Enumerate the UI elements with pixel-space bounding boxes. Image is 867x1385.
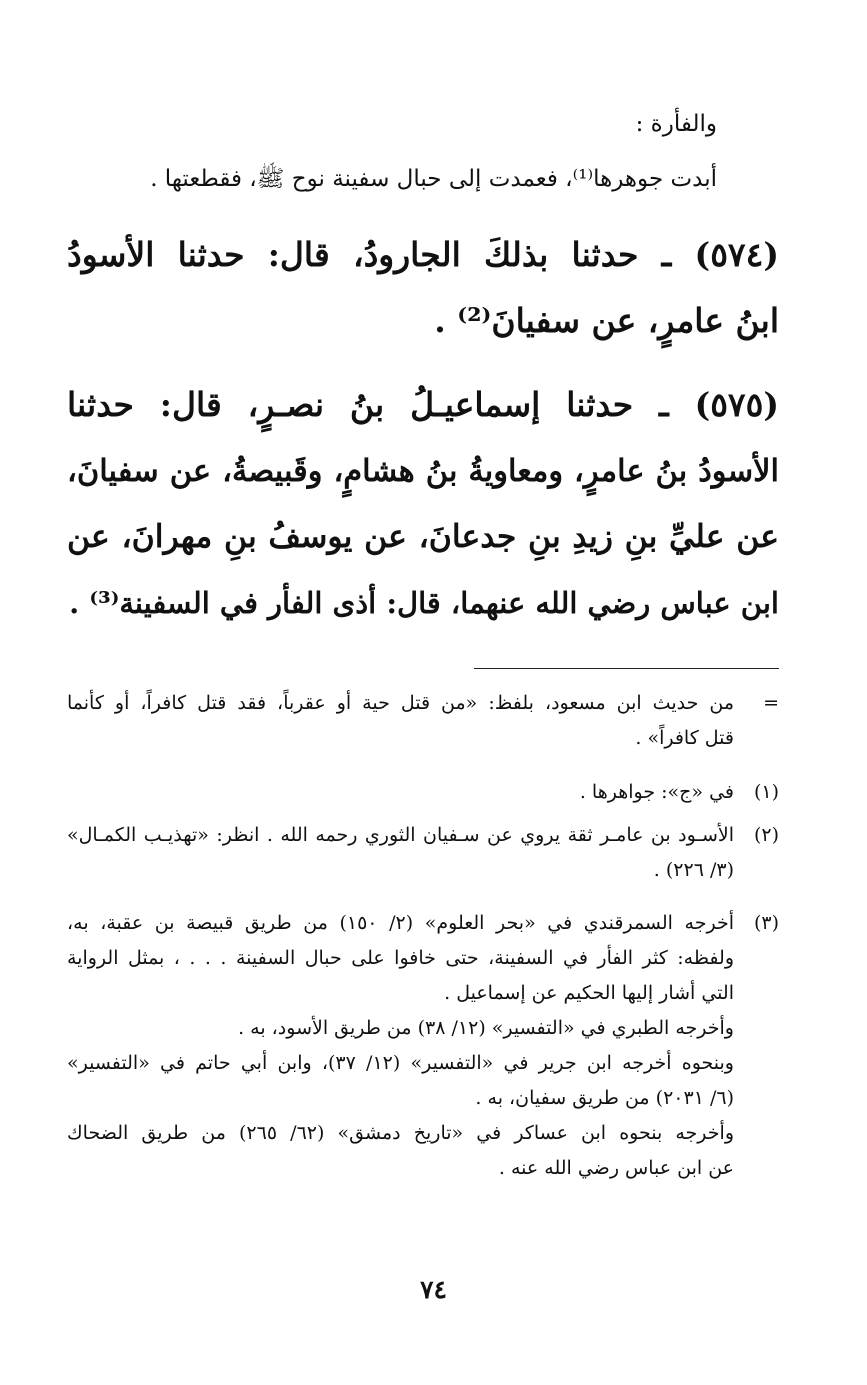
- hadith-574-line-2: ابنُ عامرٍ، عن سفيانَ⁽²⁾ .: [434, 301, 779, 340]
- top-label: والفأرة :: [635, 111, 717, 137]
- footnote-line: الأسـود بن عامـر ثقة يروي عن سـفيان الثوري رحمه الله . انظر: «تهذيـب الكمـال»: [67, 824, 734, 846]
- footnote-continuation: [67, 686, 779, 756]
- footnote-line: ولفظه: كثر الفأر في السفينة، حتى خافوا على حبال السفينة . . . ، بمثل الرواية: [67, 947, 734, 969]
- footnote-line: في «ج»: جواهرها .: [579, 781, 734, 803]
- hadith-574-line-1: (٥٧٤) ـ حدثنا بذلكَ الجارودُ، قال: حدثنا الأسودُ: [67, 235, 779, 274]
- footnote-line: عن ابن عباس رضي الله عنه .: [498, 1157, 734, 1179]
- footnote-line: وأخرجه بنحوه ابن عساكر في «تاريخ دمشق» (٦٢/ ٢٦٥) من طريق الضحاك: [67, 1122, 734, 1144]
- hadith-575-line-4: ابن عباس رضي الله عنهما، قال: أذى الفأر في السفينة⁽³⁾ .: [69, 586, 779, 620]
- page-number: ٧٤: [420, 1275, 447, 1304]
- footnote-line: أخرجه السمرقندي في «بحر العلوم» (٢/ ١٥٠) من طريق قبيصة بن عقبة، به،: [67, 912, 734, 934]
- footnote-line: وأخرجه الطبري في «التفسير» (١٢/ ٣٨) من طريق الأسود، به .: [238, 1017, 734, 1039]
- footnote-3: [67, 906, 779, 1186]
- footnote-mark: (٣): [753, 912, 779, 934]
- footnote-mark: (١): [753, 781, 779, 803]
- hadith-575-line-3: عن عليِّ بنِ زيدِ بنِ جدعانَ، عن يوسفُ بنِ مهرانَ، عن: [67, 518, 779, 555]
- footnote-line: من حديث ابن مسعود، بلفظ: «من قتل حية أو عقرباً، فقد قتل كافراً، أو كأنما: [67, 692, 734, 714]
- footnote-mark: (٢): [753, 824, 779, 846]
- footnote-line: وبنحوه أخرجه ابن جرير في «التفسير» (١٢/ ٣٧)، وابن أبي حاتم في «التفسير»: [67, 1052, 734, 1074]
- top-text-line: أبدت جوهرها⁽¹⁾، فعمدت إلى حبال سفينة نوح ﷺ، فقطعتها .: [150, 166, 717, 192]
- footnote-2: [67, 818, 779, 888]
- hadith-574: [67, 222, 779, 354]
- footnote-mark: =: [763, 692, 779, 714]
- footnote-line: (٣/ ٢٢٦) .: [653, 859, 734, 881]
- hadith-575-line-1: (٥٧٥) ـ حدثنا إسماعيـلُ بنُ نصـرٍ، قال: حدثنا: [67, 385, 779, 424]
- footnote-1: [67, 775, 779, 810]
- footnote-separator: [474, 668, 779, 669]
- footnote-line: (٦/ ٢٠٣١) من طريق سفيان، به .: [475, 1087, 734, 1109]
- footnote-line: قتل كافراً» .: [635, 727, 734, 749]
- footnote-line: التي أشار إليها الحكيم عن إسماعيل .: [444, 982, 734, 1004]
- hadith-575-line-2: الأسودُ بنُ عامرٍ، ومعاويةُ بنُ هشامٍ، وقَبيصةُ، عن سفيانَ،: [67, 453, 779, 489]
- hadith-575: [67, 372, 779, 636]
